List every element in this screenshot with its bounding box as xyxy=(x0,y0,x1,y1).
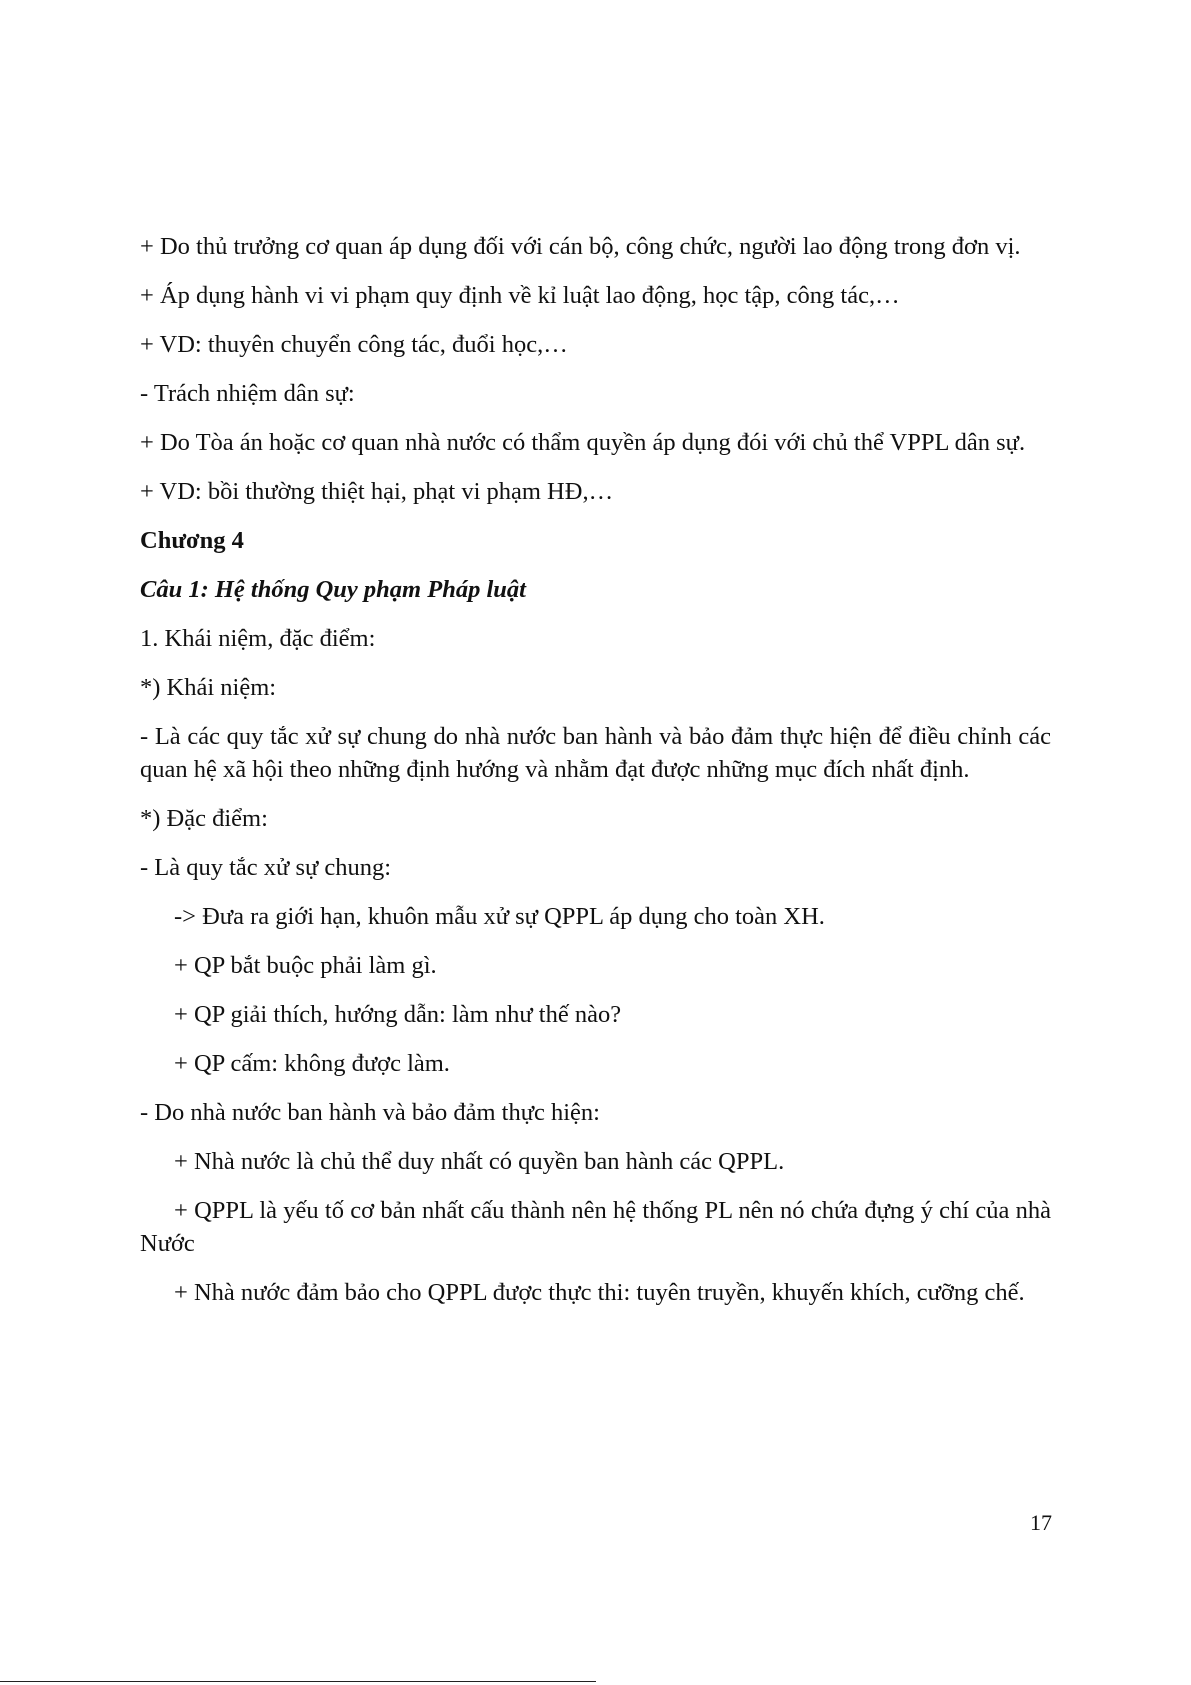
paragraph-civil-example: + VD: bồi thường thiệt hại, phạt vi phạm HĐ,… xyxy=(140,478,614,505)
paragraph-discipline-authority: + Do thủ trưởng cơ quan áp dụng đối với cán bộ, công chức, người lao động trong đơn vị. xyxy=(140,233,1021,260)
feature-1-item: + QP giải thích, hướng dẫn: làm như thế nào? xyxy=(174,1001,622,1028)
chapter-heading: Chương 4 xyxy=(140,527,244,554)
feature-2-title: - Do nhà nước ban hành và bảo đảm thực hiện: xyxy=(140,1099,600,1126)
paragraph-discipline-example: + VD: thuyên chuyển công tác, đuổi học,… xyxy=(140,331,568,358)
question-heading: Câu 1: Hệ thống Quy phạm Pháp luật xyxy=(140,576,526,603)
feature-2-item: + Nhà nước đảm bảo cho QPPL được thực thi: tuyên truyền, khuyến khích, cưỡng chế. xyxy=(174,1279,1025,1306)
concept-text: - Là các quy tắc xử sự chung do nhà nước ban hành và bảo đảm thực hiện để điều chỉnh các quan hệ xã hội theo những định hướng và nhằm đạt được những mục đích nhất định. xyxy=(140,723,1051,783)
concept-label: *) Khái niệm: xyxy=(140,674,277,701)
feature-2-item: + QPPL là yếu tố cơ bản nhất cấu thành nên hệ thống PL nên nó chứa đựng ý chí của nhà Nước xyxy=(140,1197,1051,1257)
feature-1-item: -> Đưa ra giới hạn, khuôn mẫu xử sự QPPL áp dụng cho toàn XH. xyxy=(174,903,825,930)
features-label: *) Đặc điểm: xyxy=(140,805,268,832)
section-title: 1. Khái niệm, đặc điểm: xyxy=(140,625,376,652)
feature-1-title: - Là quy tắc xử sự chung: xyxy=(140,854,392,881)
feature-1-item: + QP bắt buộc phải làm gì. xyxy=(174,952,437,979)
bottom-divider xyxy=(0,1681,596,1682)
paragraph-civil-authority: + Do Tòa án hoặc cơ quan nhà nước có thẩm quyền áp dụng đói với chủ thể VPPL dân sự. xyxy=(140,429,1026,456)
page-number: 17 xyxy=(1030,1510,1052,1535)
feature-2-item: + Nhà nước là chủ thể duy nhất có quyền ban hành các QPPL. xyxy=(174,1148,785,1175)
paragraph-civil-liability: - Trách nhiệm dân sự: xyxy=(140,380,355,407)
feature-1-item: + QP cấm: không được làm. xyxy=(174,1050,450,1077)
paragraph-discipline-scope: + Áp dụng hành vi vi phạm quy định về kỉ luật lao động, học tập, công tác,… xyxy=(140,282,900,309)
page-content xyxy=(140,230,1051,1325)
